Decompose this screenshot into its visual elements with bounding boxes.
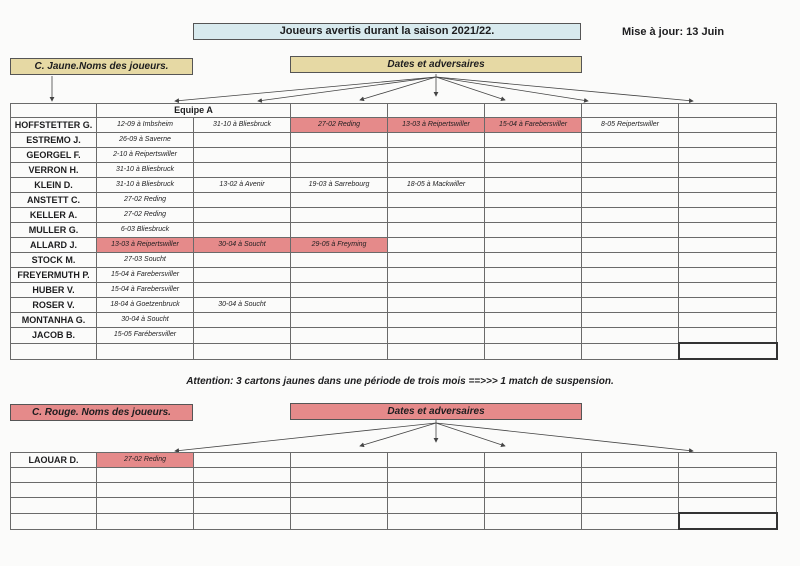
card-entry bbox=[194, 163, 291, 178]
card-entry bbox=[582, 468, 679, 483]
card-entry bbox=[582, 238, 679, 253]
player-name: KLEIN D. bbox=[11, 178, 97, 193]
card-entry bbox=[582, 498, 679, 514]
table-row bbox=[11, 193, 777, 208]
card-entry bbox=[194, 133, 291, 148]
card-entry bbox=[485, 343, 582, 359]
card-entry bbox=[388, 453, 485, 468]
card-entry: 26-09 à Saverne bbox=[97, 133, 194, 148]
red-names-header: C. Rouge. Noms des joueurs. bbox=[10, 404, 193, 421]
update-date: Mise à jour: 13 Juin bbox=[622, 26, 725, 38]
card-entry bbox=[388, 483, 485, 498]
card-entry bbox=[388, 133, 485, 148]
card-entry bbox=[582, 178, 679, 193]
card-entry bbox=[194, 148, 291, 163]
player-name: MULLER G. bbox=[11, 223, 97, 238]
card-entry bbox=[291, 343, 388, 359]
card-entry bbox=[97, 498, 194, 514]
card-entry bbox=[194, 468, 291, 483]
team-row-blank bbox=[291, 104, 388, 118]
table-row bbox=[11, 178, 777, 193]
player-name: STOCK M. bbox=[11, 253, 97, 268]
table-row bbox=[11, 133, 777, 148]
card-entry bbox=[485, 223, 582, 238]
card-entry bbox=[291, 133, 388, 148]
card-entry bbox=[194, 453, 291, 468]
card-entry bbox=[291, 193, 388, 208]
card-entry bbox=[679, 268, 777, 283]
card-entry: 13-02 à Avenir bbox=[194, 178, 291, 193]
card-entry bbox=[582, 513, 679, 529]
table-row bbox=[11, 328, 777, 344]
card-entry bbox=[582, 148, 679, 163]
card-entry: 18-04 à Goetzenbruck bbox=[97, 298, 194, 313]
card-entry: 12-09 à Imbsheim bbox=[97, 118, 194, 133]
card-entry bbox=[194, 253, 291, 268]
card-entry: 2-10 à Reipertswiller bbox=[97, 148, 194, 163]
table-row bbox=[11, 208, 777, 223]
card-entry bbox=[388, 328, 485, 344]
yellow-dates-header: Dates et adversaires bbox=[290, 56, 582, 73]
card-entry bbox=[485, 178, 582, 193]
table-row bbox=[11, 118, 777, 133]
table-row bbox=[11, 468, 777, 483]
card-entry bbox=[388, 238, 485, 253]
card-entry bbox=[679, 193, 777, 208]
card-entry bbox=[582, 483, 679, 498]
card-entry bbox=[485, 298, 582, 313]
card-entry bbox=[291, 253, 388, 268]
card-entry bbox=[679, 283, 777, 298]
card-entry: 30-04 à Soucht bbox=[194, 298, 291, 313]
yellow-names-header: C. Jaune.Noms des joueurs. bbox=[10, 58, 193, 75]
card-entry bbox=[388, 193, 485, 208]
card-entry bbox=[582, 328, 679, 344]
card-entry bbox=[388, 283, 485, 298]
player-name: FREYERMUTH P. bbox=[11, 268, 97, 283]
table-row bbox=[11, 283, 777, 298]
card-entry bbox=[291, 498, 388, 514]
card-entry bbox=[291, 453, 388, 468]
table-row bbox=[11, 313, 777, 328]
card-entry bbox=[97, 468, 194, 483]
card-entry bbox=[388, 343, 485, 359]
card-entry bbox=[679, 208, 777, 223]
card-entry: 29-05 à Freyming bbox=[291, 238, 388, 253]
card-entry bbox=[679, 453, 777, 468]
card-entry bbox=[388, 148, 485, 163]
table-row bbox=[11, 148, 777, 163]
card-entry bbox=[485, 193, 582, 208]
player-name: GEORGEL F. bbox=[11, 148, 97, 163]
card-entry bbox=[679, 298, 777, 313]
card-entry bbox=[679, 118, 777, 133]
card-entry: 15-05 Farébersviller bbox=[97, 328, 194, 344]
card-entry bbox=[388, 313, 485, 328]
card-entry bbox=[291, 328, 388, 344]
card-entry bbox=[582, 223, 679, 238]
card-entry: 27-02 Reding bbox=[97, 453, 194, 468]
card-entry bbox=[194, 483, 291, 498]
table-row bbox=[11, 343, 777, 359]
card-entry bbox=[582, 163, 679, 178]
card-entry bbox=[194, 498, 291, 514]
card-entry bbox=[291, 513, 388, 529]
card-entry bbox=[194, 223, 291, 238]
card-entry bbox=[194, 208, 291, 223]
card-entry bbox=[194, 268, 291, 283]
card-entry bbox=[485, 163, 582, 178]
page-title: Joueurs avertis durant la saison 2021/22. bbox=[193, 23, 581, 40]
attention-note: Attention: 3 cartons jaunes dans une période de trois mois ==>>> 1 match de suspension. bbox=[186, 376, 614, 387]
card-entry: 8-05 Reipertswiller bbox=[582, 118, 679, 133]
team-row-blank bbox=[11, 104, 97, 118]
card-entry bbox=[291, 483, 388, 498]
card-entry bbox=[388, 223, 485, 238]
card-entry bbox=[679, 148, 777, 163]
card-entry bbox=[485, 498, 582, 514]
player-name: KELLER A. bbox=[11, 208, 97, 223]
card-entry: 15-04 à Farebersviller bbox=[97, 283, 194, 298]
table-row bbox=[11, 298, 777, 313]
card-entry bbox=[485, 483, 582, 498]
table-row bbox=[11, 238, 777, 253]
card-entry: 30-04 à Soucht bbox=[194, 238, 291, 253]
card-entry bbox=[679, 313, 777, 328]
card-entry bbox=[485, 268, 582, 283]
card-entry bbox=[485, 328, 582, 344]
red-cards-table bbox=[10, 452, 778, 530]
card-entry bbox=[485, 468, 582, 483]
player-name bbox=[11, 513, 97, 529]
card-entry bbox=[291, 208, 388, 223]
card-entry bbox=[388, 268, 485, 283]
card-entry bbox=[291, 268, 388, 283]
card-entry bbox=[485, 283, 582, 298]
card-entry bbox=[679, 238, 777, 253]
card-entry bbox=[582, 253, 679, 268]
card-entry bbox=[485, 208, 582, 223]
card-entry: 13-03 à Reipertswiller bbox=[97, 238, 194, 253]
card-entry: 31-10 à Bliesbruck bbox=[97, 178, 194, 193]
team-row bbox=[11, 104, 777, 118]
team-row-blank bbox=[582, 104, 679, 118]
card-entry bbox=[582, 453, 679, 468]
card-entry bbox=[291, 163, 388, 178]
card-entry bbox=[194, 193, 291, 208]
card-entry bbox=[679, 468, 777, 483]
card-entry bbox=[679, 178, 777, 193]
card-entry bbox=[582, 208, 679, 223]
player-name bbox=[11, 483, 97, 498]
team-row-blank bbox=[485, 104, 582, 118]
card-entry bbox=[485, 148, 582, 163]
player-name bbox=[11, 468, 97, 483]
card-entry: 27-02 Reding bbox=[291, 118, 388, 133]
card-entry bbox=[388, 163, 485, 178]
table-row bbox=[11, 163, 777, 178]
card-entry bbox=[485, 253, 582, 268]
card-entry bbox=[679, 498, 777, 514]
player-name: ALLARD J. bbox=[11, 238, 97, 253]
card-entry bbox=[582, 133, 679, 148]
card-entry bbox=[582, 298, 679, 313]
table-row bbox=[11, 498, 777, 514]
card-entry bbox=[388, 298, 485, 313]
team-label: Equipe A bbox=[97, 104, 291, 118]
card-entry bbox=[194, 328, 291, 344]
card-entry: 6-03 Bliesbruck bbox=[97, 223, 194, 238]
player-name bbox=[11, 498, 97, 514]
card-entry bbox=[97, 483, 194, 498]
card-entry bbox=[388, 253, 485, 268]
player-name: ANSTETT C. bbox=[11, 193, 97, 208]
card-entry bbox=[291, 148, 388, 163]
card-entry: 31-10 à Bliesbruck bbox=[97, 163, 194, 178]
card-entry: 30-04 à Soucht bbox=[97, 313, 194, 328]
card-entry: 31-10 à Bliesbruck bbox=[194, 118, 291, 133]
card-entry bbox=[388, 468, 485, 483]
card-entry bbox=[291, 468, 388, 483]
card-entry bbox=[679, 328, 777, 344]
card-entry bbox=[582, 343, 679, 359]
card-entry: 27-03 Soucht bbox=[97, 253, 194, 268]
card-entry bbox=[97, 343, 194, 359]
player-name: MONTANHA G. bbox=[11, 313, 97, 328]
card-entry bbox=[679, 483, 777, 498]
card-entry bbox=[291, 283, 388, 298]
card-entry bbox=[485, 313, 582, 328]
player-name: ROSER V. bbox=[11, 298, 97, 313]
table-row bbox=[11, 483, 777, 498]
player-name: HUBER V. bbox=[11, 283, 97, 298]
card-entry: 15-04 à Farebersviller bbox=[485, 118, 582, 133]
card-entry bbox=[97, 513, 194, 529]
yellow-cards-table bbox=[10, 103, 778, 360]
card-entry bbox=[194, 513, 291, 529]
card-entry bbox=[388, 208, 485, 223]
card-entry bbox=[291, 313, 388, 328]
card-entry: 19-03 à Sarrebourg bbox=[291, 178, 388, 193]
card-entry bbox=[485, 513, 582, 529]
table-row bbox=[11, 513, 777, 529]
card-entry bbox=[582, 268, 679, 283]
card-entry bbox=[194, 283, 291, 298]
card-entry bbox=[679, 133, 777, 148]
table-row bbox=[11, 453, 777, 468]
card-entry bbox=[194, 343, 291, 359]
player-name: LAOUAR D. bbox=[11, 453, 97, 468]
red-dates-header: Dates et adversaires bbox=[290, 403, 582, 420]
team-row-blank bbox=[388, 104, 485, 118]
card-entry bbox=[679, 163, 777, 178]
card-entry bbox=[388, 513, 485, 529]
card-entry: 18-05 à Mackwiller bbox=[388, 178, 485, 193]
table-row bbox=[11, 253, 777, 268]
card-entry bbox=[388, 498, 485, 514]
card-entry bbox=[582, 313, 679, 328]
player-name: HOFFSTETTER G. bbox=[11, 118, 97, 133]
table-row bbox=[11, 223, 777, 238]
card-entry bbox=[679, 253, 777, 268]
player-name bbox=[11, 343, 97, 359]
player-name: JACOB B. bbox=[11, 328, 97, 344]
card-entry bbox=[485, 453, 582, 468]
card-entry bbox=[485, 238, 582, 253]
card-entry bbox=[582, 193, 679, 208]
card-entry bbox=[679, 343, 777, 359]
team-row-blank bbox=[679, 104, 777, 118]
card-entry: 15-04 à Farebersviller bbox=[97, 268, 194, 283]
card-entry: 13-03 à Reipertswiller bbox=[388, 118, 485, 133]
card-entry bbox=[291, 298, 388, 313]
card-entry bbox=[679, 513, 777, 529]
card-entry: 27-02 Reding bbox=[97, 193, 194, 208]
card-entry: 27-02 Reding bbox=[97, 208, 194, 223]
table-row bbox=[11, 268, 777, 283]
card-entry bbox=[194, 313, 291, 328]
card-entry bbox=[485, 133, 582, 148]
player-name: VERRON H. bbox=[11, 163, 97, 178]
card-entry bbox=[291, 223, 388, 238]
card-entry bbox=[679, 223, 777, 238]
card-entry bbox=[582, 283, 679, 298]
player-name: ESTREMO J. bbox=[11, 133, 97, 148]
